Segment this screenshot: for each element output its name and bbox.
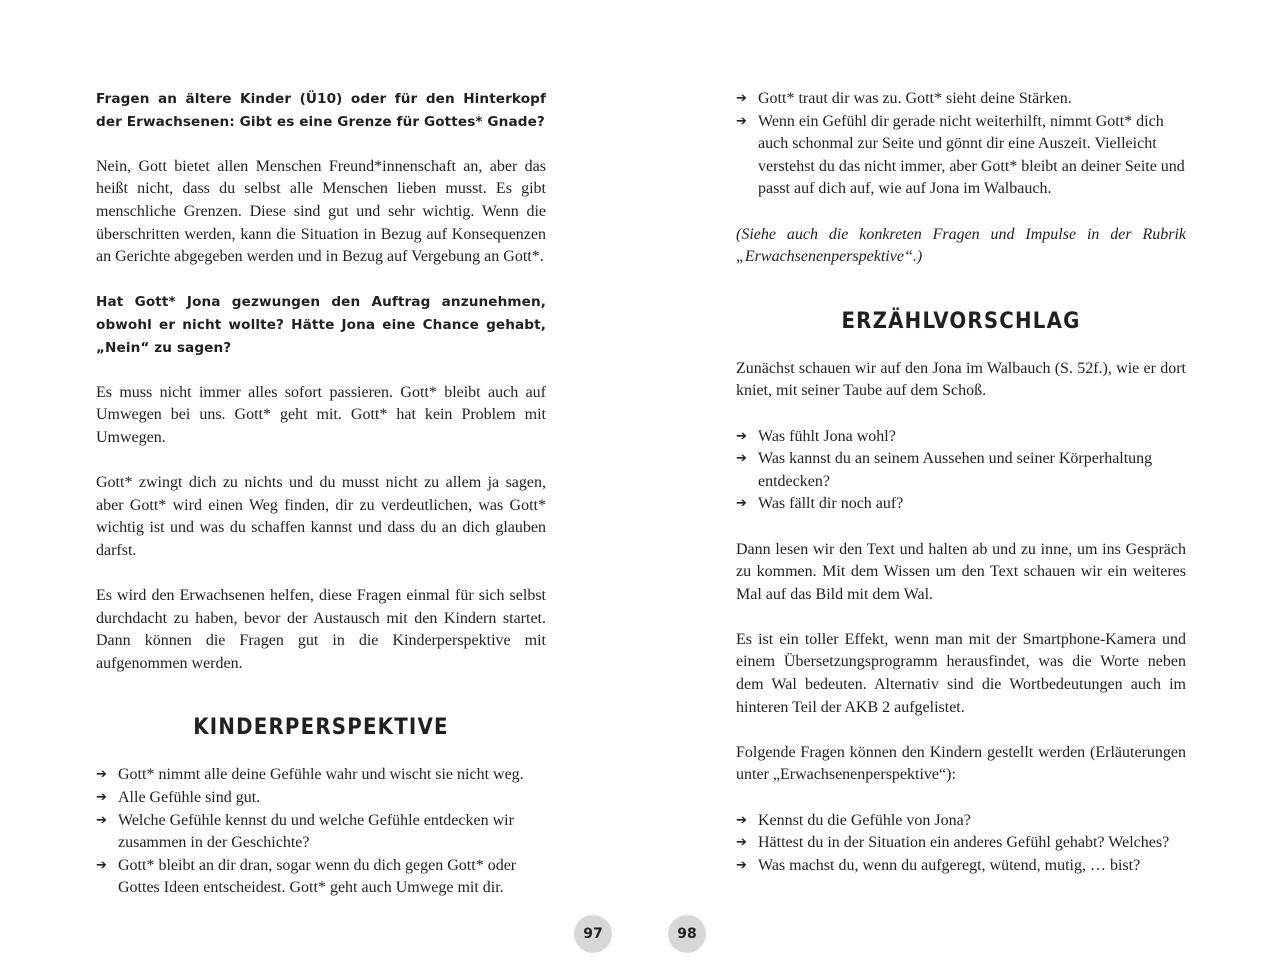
list-item: ➔ Welche Gefühle kennst du und welche Gefühle entdecken wir zusammen in der Geschichte?	[96, 811, 514, 852]
bullet-list	[736, 810, 1186, 878]
list-item: ➔ Hättest du in der Situation ein anderes Gefühl gehabt? Welches?	[736, 832, 1186, 855]
list-item: ➔ Was fällt dir noch auf?	[736, 493, 1186, 516]
question-heading: Hat Gott* Jona gezwungen den Auftrag anzunehmen, obwohl er nicht wollte? Hätte Jona eine Chance gehabt, „Nein“ zu sagen?	[96, 294, 546, 356]
section-heading-kinderperspektive: KINDERPERSPEKTIVE	[193, 715, 449, 741]
list-item: ➔ Gott* nimmt alle deine Gefühle wahr und wischt sie nicht weg.	[96, 764, 546, 787]
list-item: ➔ Was kannst du an seinem Aussehen und seiner Körperhaltung entdecken?	[736, 450, 1153, 490]
arrow-right-icon: ➔	[736, 451, 747, 467]
paragraph: Zunächst schauen wir auf den Jona im Walbauch (S. 52f.), wie er dort kniet, mit seiner Taube auf dem Schoß.	[736, 359, 1186, 400]
list-item: ➔ Kennst du die Gefühle von Jona?	[736, 810, 1186, 833]
bullet-list	[736, 88, 1186, 201]
section-heading-erzaehlvorschlag: ERZÄHLVORSCHLAG	[841, 308, 1081, 334]
list-item: ➔ Was machst du, wenn du aufgeregt, wütend, mutig, … bist?	[736, 855, 1186, 878]
page-number-right: 98	[668, 915, 706, 953]
arrow-right-icon: ➔	[736, 91, 747, 106]
arrow-right-icon: ➔	[736, 113, 747, 129]
page-number-left: 97	[574, 915, 612, 953]
arrow-right-icon: ➔	[96, 767, 107, 783]
list-item: ➔ Alle Gefühle sind gut.	[96, 787, 546, 810]
paragraph: Nein, Gott bietet allen Menschen Freund*innenschaft an, aber das heißt nicht, dass du selbst alle Menschen lieben musst. Es gibt menschliche Grenzen. Diese sind gut und sehr wichtig. Wenn die überschritten werden, kann die Situation in Bezug auf Konsequenzen an Gerichte abgegeben werden und in Bezug auf Vergebung an Gott*.	[96, 157, 546, 266]
paragraph: Es muss nicht immer alles sofort passieren. Gott* bleibt auch auf Umwegen bei uns. Gott* geht mit. Gott* hat kein Problem mit Umwegen.	[96, 383, 546, 446]
left-page	[96, 88, 546, 923]
list-item: ➔ Wenn ein Gefühl dir gerade nicht weiterhilft, nimmt Gott* dich auch schonmal zur Seite und gönnt dir eine Auszeit. Vielleicht verstehst du das nicht immer, aber Gott* bleibt an deiner Seite und passt auf dich auf, wie auf Jona im Walbauch.	[736, 112, 1185, 198]
bullet-list	[736, 426, 1186, 516]
arrow-right-icon: ➔	[736, 857, 747, 873]
arrow-right-icon: ➔	[96, 812, 107, 828]
note-paragraph: (Siehe auch die konkreten Fragen und Impulse in der Rubrik „Erwachsenenperspektive“.)	[736, 225, 1186, 266]
right-page	[736, 88, 1186, 900]
arrow-right-icon: ➔	[96, 857, 107, 873]
arrow-right-icon: ➔	[96, 790, 107, 806]
list-item: ➔ Was fühlt Jona wohl?	[736, 426, 1186, 449]
list-item: ➔ Gott* bleibt an dir dran, sogar wenn du dich gegen Gott* oder Gottes Ideen entscheidest. Gott* geht auch Umwege mit dir.	[96, 856, 517, 897]
arrow-right-icon: ➔	[736, 835, 747, 851]
list-item: ➔ Gott* traut dir was zu. Gott* sieht deine Stärken.	[736, 88, 1186, 111]
arrow-right-icon: ➔	[736, 428, 747, 444]
paragraph: Es ist ein toller Effekt, wenn man mit der Smartphone-Kamera und einem Übersetzungsprogramm herausfindet, was die Worte neben dem Wal bedeuten. Alternativ sind die Wortbedeutungen auch im hinteren Teil der AKB 2 aufgelistet.	[736, 630, 1186, 716]
paragraph: Folgende Fragen können den Kindern gestellt werden (Erläuterungen unter „Erwachsenenperspektive“):	[736, 743, 1186, 784]
paragraph: Gott* zwingt dich zu nichts und du musst nicht zu allem ja sagen, aber Gott* wird einen Weg finden, dir zu verdeutlichen, was Gott* wichtig ist und was du schaffen kannst und dass du an dich glauben darfst.	[96, 474, 546, 559]
arrow-right-icon: ➔	[736, 496, 747, 512]
paragraph: Es wird den Erwachsenen helfen, diese Fragen einmal für sich selbst durchdacht zu haben, bevor der Austausch mit den Kindern startet. Dann können die Fragen gut in die Kinderperspektive mit aufgenommen werden.	[96, 587, 546, 672]
bullet-list	[96, 764, 546, 900]
paragraph: Dann lesen wir den Text und halten ab und zu inne, um ins Gespräch zu kommen. Mit dem Wissen um den Text schauen wir ein weiteres Mal auf das Bild mit dem Wal.	[736, 540, 1186, 603]
question-heading: Fragen an ältere Kinder (Ü10) oder für den Hinterkopf der Erwachsenen: Gibt es eine Grenze für Gottes* Gnade?	[96, 91, 546, 130]
arrow-right-icon: ➔	[736, 812, 747, 828]
